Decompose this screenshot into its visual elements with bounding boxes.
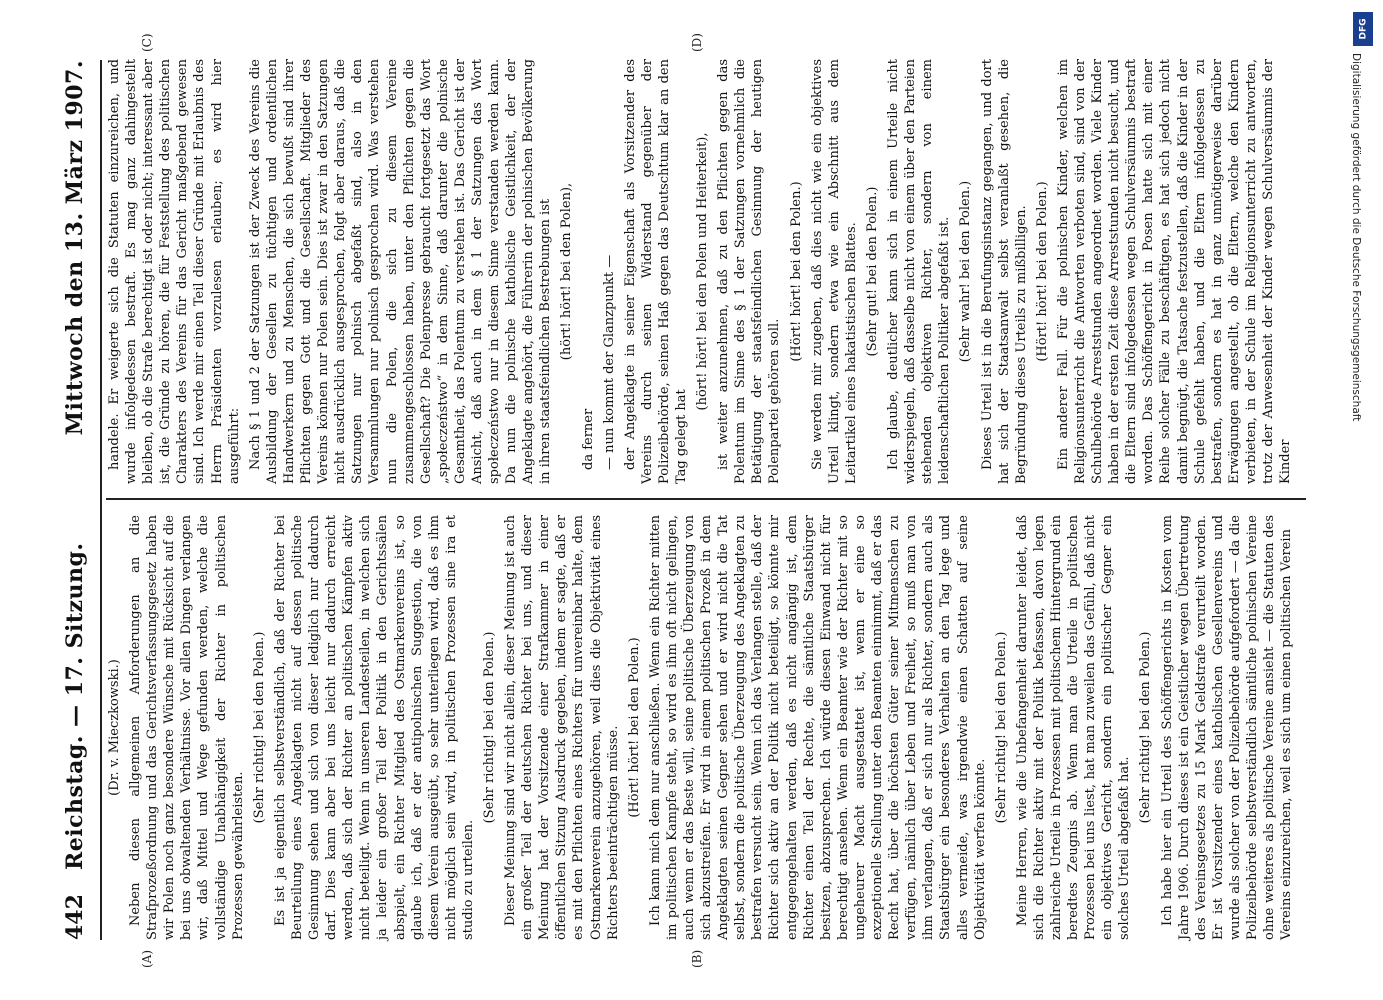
right-text-column <box>106 59 1294 484</box>
margin-letter-d: (D) <box>690 33 704 52</box>
interjection-line: (Sehr richtig! bei den Polen.) <box>1138 631 1154 824</box>
dfg-credit-strip <box>1345 8 1379 988</box>
body-paragraph: — nun kommt der Glanzpunkt — <box>601 254 617 470</box>
body-paragraph: da ferner <box>580 408 596 470</box>
dfg-credit-text: Digitalisierung gefördert durch die Deutsche Forschungsgemeinschaft <box>1350 53 1362 422</box>
interjection-line: (Sehr richtig! bei den Polen.) <box>481 631 497 824</box>
body-paragraph: Neben diesen allgemeinen Anforderungen an die Strafprozeßordnung und das Gerichtsverfassungsgesetz haben wir Polen noch ganz besondere Wünsche mit Rücksicht auf die bei uns obwaltenden Verhältnisse. Vor allen Dingen verlangen wir, daß Mittel und Wege gefunden werden, welche die vollständige Unabhängigkeit der Richter in politischen Prozessen gewährleisten. <box>128 515 246 940</box>
page-header <box>62 60 102 940</box>
body-paragraph: Ich glaube, deutlicher kann sich in einem Urteile nicht widerspiegeln, daß dasselbe nicht von einem über den Parteien stehenden objektiven Richter, sondern von einem leidenschaftlichen Politiker abgefaßt ist. <box>886 59 953 484</box>
margin-letter-c: (C) <box>140 33 154 52</box>
body-paragraph: Meine Herren, wie die Unbefangenheit darunter leidet, daß sich die Richter aktiv mit der Politik befassen, davon legen zahlreiche Urteile in Prozessen mit politischem Hintergrund ein beredtes Zeugnis ab. Wenn man die Urteile in politischen Prozessen bei uns liest, hat man zuweilen das Gefühl, daß nicht ein objektives Gericht, sondern ein politischer Gegner ein solches Urteil abgefaßt hat. <box>1014 515 1133 940</box>
interjection-line: (Hört! hört! bei den Polen.) <box>626 637 642 818</box>
interjection-line: (hört! hört! bei den Polen), <box>559 182 575 361</box>
margin-letter-a: (A) <box>140 949 154 968</box>
body-paragraph: Ein anderer Fall. Für die polnischen Kinder, welchen im Religionsunterricht die Antworten verboten sind, sind von der Schulbehörde Arreststunden angeordnet worden. Viele Kinder haben in der ersten Zeit diese Arreststunden nicht besucht, und die Eltern sind infolgedessen wegen Schulversäumnis bestraft worden. Das Schöffengericht in Posen hatte sich mit einer Reihe solcher Fälle zu beschäftigen, es hat sich jedoch nicht damit begnügt, die Tatsache festzustellen, daß die Kinder in der Schule gefehlt haben, und die Eltern infolgedessen zu bestrafen, sondern es hat in ganz unnötigerweise darüber Erwägungen angestellt, ob die Eltern, welche den Kindern verbieten, in der Schule im Religionsunterricht zu antworten, trotz der Anwesenheit der Kinder wegen Schulversäumnis der Kinder <box>1055 59 1294 484</box>
body-paragraph: Dieses Urteil ist in die Berufungsinstanz gegangen, und dort hat sich der Staatsanwalt selbst veranlaßt gesehen, die Begründung dieses Urteils zu mißbilligen. <box>979 59 1029 484</box>
body-paragraph: Ich kann mich dem nur anschließen. Wenn ein Richter mitten im politischen Kampfe steht, so wird es ihm oft nicht gelingen, auch wenn er das Beste will, seine politische Überzeugung von sich abzustreifen. Er wird in einem politischen Prozeß in dem Angeklagten seinen Gegner sehen und er wird nicht die Tat selbst, sondern die politische Überzeugung des Angeklagten zu bestrafen versucht sein. Wenn ich das Verlangen stelle, daß der Richter sich aktiv an der Politik nicht beteiligt, so könnte mir entgegengehalten werden, daß es nicht angängig ist, dem Richter einen Teil der Rechte, die sämtliche Staatsbürger besitzen, abzusprechen. Ich würde diesen Einwand nicht für berechtigt ansehen. Wenn ein Beamter wie der Richter mit so ungeheurer Macht ausgestattet ist, wenn er eine so exzeptionelle Stellung unter den Beamten einnimmt, daß er das Recht hat, über die höchsten Güter seiner Mitmenschen zu verfügen, nämlich über Leben und Freiheit, so muß man von ihm verlangen, daß er sich nur als Richter, sondern auch als Staatsbürger ein besonderes Verhalten an den Tag lege und alles vermeide, was irgendwie einen Schatten auf seine Objektivität werfen könnte. <box>647 515 988 940</box>
header-date: Mittwoch den 13. März 1907. <box>62 60 88 436</box>
interjection-line: (Sehr richtig! bei den Polen.) <box>993 631 1009 824</box>
page-number: 442 <box>62 894 88 940</box>
body-paragraph: handele. Er weigerte sich die Statuten einzureichen, und wurde infolgedessen bestraft. Es mag ganz dahingestellt bleiben, ob die Strafe berechtigt ist oder nicht; interessant aber ist, die Gründe zu hören, die für Feststellung des politischen Charakters des Vereins für das Gericht maßgebend gewesen sind. Ich werde mir einen Teil dieser Gründe mit Erlaubnis des Herrn Präsidenten vorzulesen erlauben; es wird hier ausgeführt: <box>107 59 242 484</box>
interjection-line: (Hört! hört! bei den Polen.) <box>788 181 804 362</box>
body-paragraph: Nach § 1 und 2 der Satzungen ist der Zweck des Vereins die Ausbildung der Gesellen zu tüchtigen und ordentlichen Handwerkern und zu Menschen, die sich bewußt sind ihrer Pflichten gegen Gott und die Gesellschaft. Mitglieder des Vereins können nur Polen sein. Dies ist zwar in den Satzungen nicht ausdrücklich ausgesprochen, folgt aber daraus, daß die Satzungen nur polnisch abgefaßt sind, also in den Versammlungen nur polnisch gesprochen wird. Was verstehen nun die Polen, die sich zu diesem Vereine zusammengeschlossen haben, unter den Pflichten gegen die Gesellschaft? Die Polenpresse gebraucht fortgesetzt das Wort „społeczeństwo“ in dem Sinne, daß darunter die polnische Gesamtheit, das Polentum zu verstehen ist. Das Gericht ist der Ansicht, daß auch in dem § 1 der Satzungen das Wort społeczeństwo nur in diesem Sinne verstanden werden kann. Da nun die polnische katholische Geistlichkeit, der der Angeklagte angehört, die Führerin der polnischen Bevölkerung in ihren staatsfeindlichen Bestrebungen ist <box>247 59 554 484</box>
interjection-line: (hört! hört! bei den Polen und Heiterkeit), <box>695 132 711 411</box>
interjection-line: (Sehr richtig! bei den Polen.) <box>251 631 267 824</box>
interjection-line: (Dr. v. Mieczkowski.) <box>107 659 122 796</box>
dfg-logo: DFG <box>1353 12 1373 46</box>
interjection-line: (Sehr wahr! bei den Polen.) <box>958 180 974 363</box>
body-paragraph: Es ist ja eigentlich selbstverständlich, daß der Richter bei Beurteilung eines Angeklagten nicht auf dessen politische Gesinnung sehen und sich von dieser lediglich nur dadurch darf. Dies kann aber bei uns leicht nur dadurch erreicht werden, daß sich der Richter an politischen Kämpfen aktiv nicht beteiligt. Wenn in unseren Landesteilen, in welchen sich ja leider ein großer Teil der Politik in den Gerichtssälen abspielt, ein Richter Mitglied des Ostmarkenvereins ist, so glaube ich, daß er der antipolnischen Suggestion, die von diesem Verein ausgeübt, so sehr unterliegen wird, daß es ihm nicht möglich sein wird, in politischen Prozessen sine ira et studio zu urteilen. <box>272 515 476 940</box>
left-text-column <box>106 515 1295 940</box>
body-paragraph: Dieser Meinung sind wir nicht allein, dieser Meinung ist auch ein großer Teil der deutschen Richter bei uns, und dieser Meinung hat der Vorsitzende einer Strafkammer in einer öffentlichen Sitzung Ausdruck gegeben, indem er sagte, daß er es mit den Pflichten eines Richters für unvereinbar halte, dem Ostmarkenverein anzugehören, weil dies die Objektivität eines Richters beeinträchtigen müsse. <box>503 515 621 940</box>
body-paragraph: Ich habe hier ein Urteil des Schöffengerichts in Kosten vom Jahre 1906. Durch dieses ist ein Geistlicher wegen Übertretung des Vereinsgesetzes zu 15 Mark Geldstrafe verurteilt worden. Er ist Vorsitzender eines katholischen Gesellenvereins und wurde als solcher von der Polizeibehörde aufgefordert — da die Polizeibehörde selbstverständlich sämtliche polnischen Vereine ohne weiteres als politische Vereine ansieht — die Statuten des Vereins einzureichen, weil es sich um einen politischen Verein <box>1159 515 1295 940</box>
body-paragraph: der Angeklagte in seiner Eigenschaft als Vorsitzender des Vereins durch seinen Widerstand gegenüber der Polizeibehörde, seinen Haß gegen das Deutschtum klar an den Tag gelegt hat <box>622 59 689 484</box>
body-paragraph: Sie werden mir zugeben, daß dies nicht wie ein objektives Urteil klingt, sondern etwa wie ein Abschnitt aus dem Leitartikel eines hakatistischen Blattes. <box>809 59 859 484</box>
margin-letter-b: (B) <box>690 949 704 968</box>
column-divider <box>106 499 1306 501</box>
interjection-line: (Hört! hört! bei den Polen.) <box>1034 181 1050 362</box>
interjection-line: (Sehr gut! bei den Polen.) <box>864 186 880 357</box>
header-rule <box>100 60 102 940</box>
body-paragraph: ist weiter anzunehmen, daß zu den Pflichten gegen das Polentum im Sinne des § 1 der Satzungen vornehmlich die Betätigung der staatsfeindlichen Gesinnung der heutigen Polenpartei gehören soll. <box>716 59 783 484</box>
header-session-title: Reichstag. — 17. Sitzung. <box>62 542 88 870</box>
